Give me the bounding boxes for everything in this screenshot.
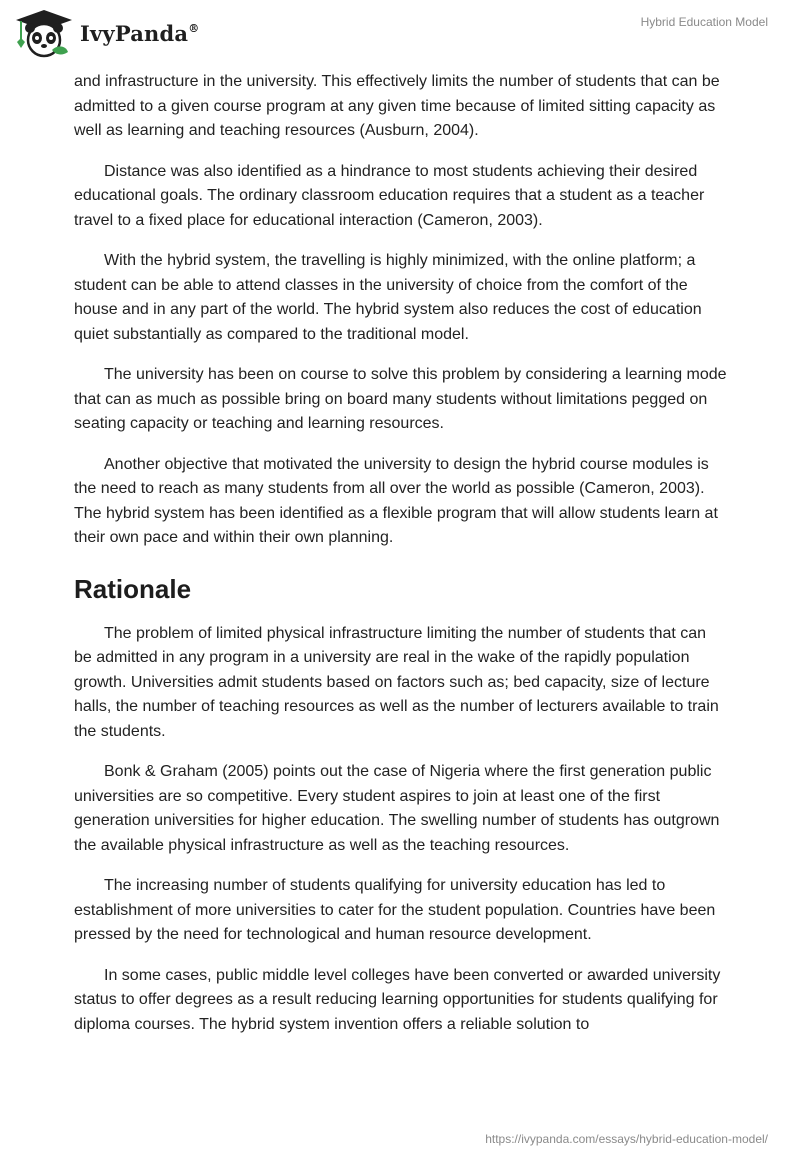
panda-graduate-icon	[14, 8, 74, 58]
paragraph: The university has been on course to solve this problem by considering a learning mode that can as much as possible bring on board many students without limitations pegged on seating capacity or teaching and learning resources.	[74, 366, 727, 432]
document-title: Hybrid Education Model	[640, 15, 768, 29]
paragraph: The increasing number of students qualifying for university education has led to establishment of more universities to cater for the student population. Countries have been pressed by the need for technological and human resource development.	[74, 877, 716, 943]
paragraph: and infrastructure in the university. This effectively limits the number of students that can be admitted to a given course program at any given time because of limited sitting capacity as well as learning and teaching resources (Ausburn, 2004).	[74, 73, 720, 139]
paragraph: In some cases, public middle level colleges have been converted or awarded university status to offer degrees as a result reducing learning opportunities for students qualifying for diploma courses. The hybrid system invention offers a reliable solution to	[74, 966, 721, 1033]
source-url[interactable]: https://ivypanda.com/essays/hybrid-education-model/	[485, 1132, 768, 1146]
paragraph: With the hybrid system, the travelling is highly minimized, with the online platform; a student can be able to attend classes in the university of choice from the comfort of the house and in any part of the world. The hybrid system also reduces the cost of education quiet substantially as compared to the traditional model.	[74, 252, 702, 343]
paragraph: Another objective that motivated the university to design the hybrid course modules is the need to reach as many students from all over the world as possible (Cameron, 2003). The hybrid system has been identified as a flexible program that will allow students learn at their own pace and within their own planning.	[74, 455, 718, 546]
article-body	[74, 70, 728, 1053]
registered-mark: ®	[188, 21, 200, 35]
ivypanda-logo[interactable]	[14, 8, 199, 58]
page-header	[0, 0, 800, 70]
paragraph: The problem of limited physical infrastructure limiting the number of students that can be admitted in any program in a university are real in the wake of the rapidly population growth. Universities admit students based on factors such as; bed capacity, size of lecture halls, the number of teaching resources as well as the number of lecturers available to train the students.	[74, 624, 719, 740]
section-heading-rationale: Rationale	[74, 573, 192, 604]
brand-name	[80, 21, 199, 46]
paragraph: Bonk & Graham (2005) points out the case of Nigeria where the first generation public universities are so competitive. Every student aspires to join at least one of the first generation universities for higher education. The swelling number of students has outgrown the available physical infrastructure as well as the teaching resources.	[74, 763, 720, 854]
brand-text: IvyPanda	[80, 20, 189, 46]
paragraph: Distance was also identified as a hindrance to most students achieving their desired educational goals. The ordinary classroom education requires that a student as a teacher travel to a fixed place for educational interaction (Cameron, 2003).	[74, 162, 705, 229]
